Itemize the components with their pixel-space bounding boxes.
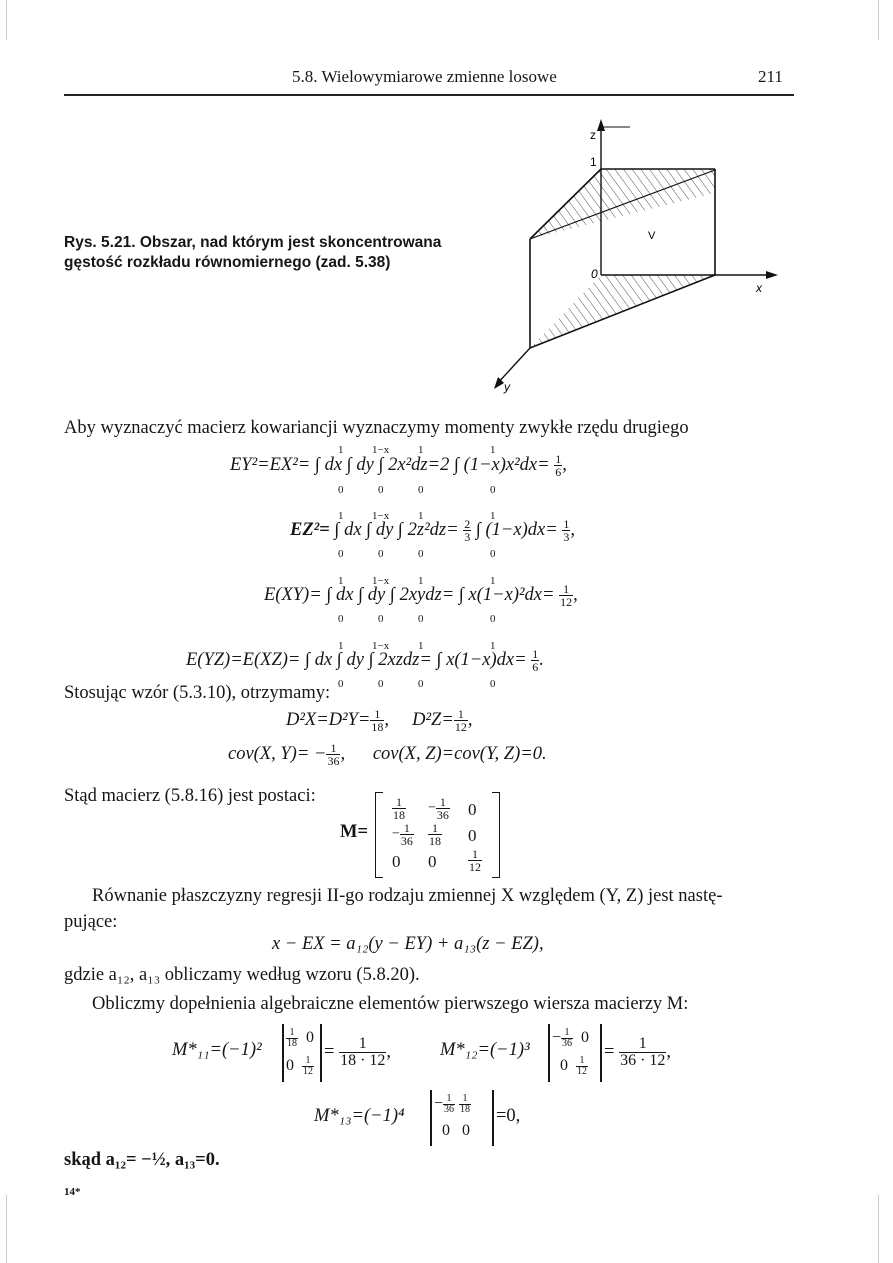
paragraph-6: Obliczmy dopełnienia algebraiczne elementów pierwszego wiersza macierzy M:: [92, 994, 689, 1014]
axis-label-x: x: [756, 281, 762, 295]
matrix-cell: − $\frac{1}{36}$: [392, 821, 413, 848]
matrix-name: M=: [340, 822, 369, 842]
axis-label-z: z: [590, 128, 596, 142]
matrix-left-bracket: [375, 792, 383, 878]
matrix-cell: 0: [468, 826, 477, 845]
eq1-fraction: $\frac{1}{6}$: [555, 452, 562, 479]
equation-2: EZ²= ∫ dx ∫ dy ∫ 2z²dz= $\frac{2}{3}$ ∫ (1−x)dx= $\frac{1}{3}$ ,: [290, 517, 575, 544]
equation-1: EY²=EX²= ∫ dx ∫ dy ∫ 2x²dz=2 ∫ (1−x)x²dx= $\frac{1}{6}$ ,: [230, 452, 567, 479]
figure-caption: [64, 233, 504, 273]
paragraph-7: skąd a₁₂= −½, a₁₃=0.: [64, 1150, 220, 1170]
matrix-cell: 0: [468, 800, 477, 819]
cof12-det: − $\frac{1}{36}$ 0 0 $\frac{1}{12}$: [552, 1026, 590, 1077]
region-figure: [480, 115, 800, 400]
matrix-cell: 0: [392, 852, 401, 871]
regression-equation: x − EX = a₁₂(y − EY) + a₁₃(z − EZ),: [272, 934, 544, 954]
equation-3: E(XY)= ∫ dx ∫ dy ∫ 2xydz= ∫ x(1−x)²dx= $\frac{1}{12}$ ,: [264, 582, 578, 609]
covariance-matrix: [384, 796, 492, 876]
axis-label-y: y: [504, 380, 510, 394]
equation-4: E(YZ)=E(XZ)= ∫ dx ∫ dy ∫ 2xzdz= ∫ x(1−x)dx= $\frac{1}{6}$ .: [186, 647, 544, 674]
cof13-det: − $\frac{1}{36}$ $\frac{1}{18}$ 0 0: [434, 1092, 471, 1139]
matrix-cell: 0: [428, 852, 437, 871]
cof11-det: $\frac{1}{18}$ 0 0 $\frac{1}{12}$: [286, 1026, 314, 1077]
origin-label: 0: [591, 267, 598, 281]
matrix-cell: − $\frac{1}{36}$: [428, 795, 449, 822]
covariance-line: cov(X, Y)= − $\frac{1}{36}$ , cov(X, Z)=cov(Y, Z)=0.: [228, 741, 547, 768]
y-axis: [496, 348, 530, 385]
caption-label: Rys. 5.21.: [64, 234, 136, 251]
cof13-result: =0,: [496, 1106, 521, 1126]
cofactor-11: M*₁₁=(−1)²: [172, 1040, 262, 1060]
caption-text: Obszar, nad którym jest skoncentrowana gęstość rozkładu równomiernego (zad. 5.38): [64, 234, 442, 271]
paragraph-4a: Równanie płaszczyzny regresji II-go rodzaju zmiennej X względem (Y, Z) jest nastę-: [92, 886, 723, 906]
matrix-cell: $\frac{1}{12}$: [469, 847, 481, 874]
eq1-mid: dx ∫ dy ∫ 2x²dz=2 ∫ (1−x)x²dx=: [324, 454, 550, 475]
matrix-right-bracket: [492, 792, 500, 878]
page-number: 211: [758, 67, 783, 86]
matrix-cell: $\frac{1}{18}$: [429, 821, 441, 848]
tick-label-one: 1: [590, 155, 597, 169]
paragraph-3: Stąd macierz (5.8.16) jest postaci:: [64, 786, 316, 806]
eq1-lhs: EY²=EX²=: [230, 454, 311, 475]
header-rule: [64, 94, 794, 96]
paragraph-4b: pujące:: [64, 912, 118, 932]
matrix-cell: $\frac{1}{18}$: [393, 795, 405, 822]
paragraph-1: Aby wyznaczyć macierz kowariancji wyznaczymy momenty zwykłe rzędu drugiego: [64, 418, 689, 438]
cofactor-13: M*₁₃=(−1)⁴: [314, 1106, 405, 1126]
signature-mark: 14*: [64, 1186, 81, 1198]
variance-line: D²X=D²Y= $\frac{1}{18}$ , D²Z= $\frac{1}{12}$ ,: [286, 707, 473, 734]
paragraph-2: Stosując wzór (5.3.10), otrzymamy:: [64, 683, 331, 703]
running-header: 5.8. Wielowymiarowe zmienne losowe: [292, 67, 557, 86]
region-label: V: [648, 230, 656, 242]
paragraph-5: gdzie a₁₂, a₁₃ obliczamy według wzoru (5.8.20).: [64, 965, 420, 985]
cofactor-12: M*₁₂=(−1)³: [440, 1040, 530, 1060]
